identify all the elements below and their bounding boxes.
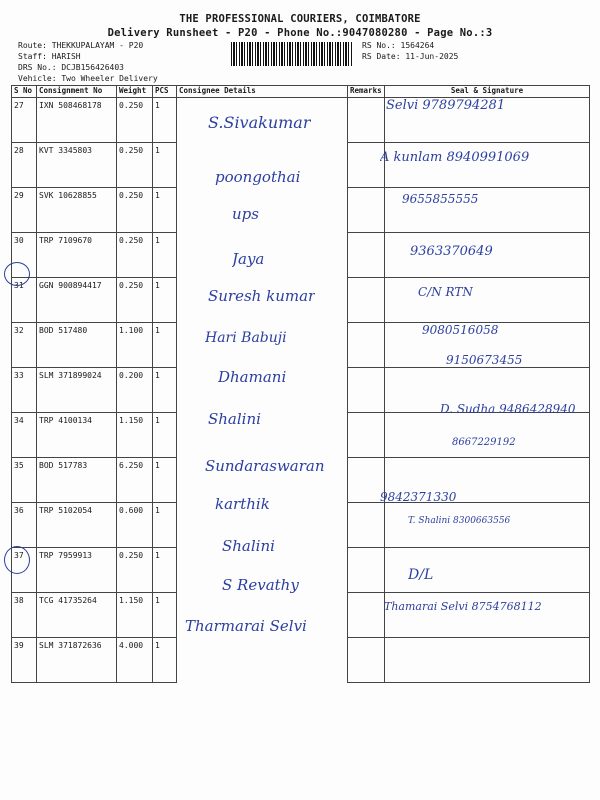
row-weight: 1.150	[117, 413, 153, 458]
handwritten-signature: Selvi 9789794281	[386, 98, 506, 113]
row-remarks	[348, 278, 385, 323]
row-sno: 34	[12, 413, 37, 458]
handwritten-signature: 9150673455	[446, 353, 523, 367]
row-consignment: TRP 7109670	[37, 233, 117, 278]
row-remarks	[348, 143, 385, 188]
row-weight: 1.100	[117, 323, 153, 368]
handwritten-consignee: S Revathy	[222, 576, 299, 594]
col-pcs: PCS	[153, 86, 177, 98]
col-remarks: Remarks	[348, 86, 385, 98]
row-weight: 4.000	[117, 638, 153, 683]
handwritten-consignee: Jaya	[232, 250, 265, 268]
table-row	[12, 413, 590, 458]
row-sno: 30	[12, 233, 37, 278]
row-weight: 0.250	[117, 143, 153, 188]
row-weight: 0.250	[117, 233, 153, 278]
row-consignment: TCG 41735264	[37, 593, 117, 638]
handwritten-signature: 8667229192	[452, 437, 516, 448]
row-consignee-details	[177, 188, 348, 233]
row-remarks	[348, 458, 385, 503]
row-pcs: 1	[153, 143, 177, 188]
handwritten-consignee: Shalini	[208, 410, 261, 428]
row-sno: 32	[12, 323, 37, 368]
handwritten-signature: T. Shalini 8300663556	[408, 516, 511, 526]
barcode	[231, 42, 353, 66]
row-weight: 0.200	[117, 368, 153, 413]
col-sno: S No	[12, 86, 37, 98]
row-remarks	[348, 368, 385, 413]
row-weight: 0.250	[117, 188, 153, 233]
route-info: Route: THEKKUPALAYAM - P20	[18, 41, 144, 50]
handwritten-signature: 9080516058	[422, 323, 499, 337]
handwritten-signature: D. Sudha 9486428940	[440, 402, 576, 416]
table-row	[12, 548, 590, 593]
row-weight: 0.250	[117, 548, 153, 593]
table-row	[12, 638, 590, 683]
col-signature: Seal & Signature	[385, 86, 590, 98]
table-header-row	[12, 86, 590, 98]
row-pcs: 1	[153, 278, 177, 323]
row-signature	[385, 278, 590, 323]
col-consignee: Consignee Details	[177, 86, 348, 98]
row-consignment: BOD 517480	[37, 323, 117, 368]
row-sno: 35	[12, 458, 37, 503]
row-sno: 37	[12, 548, 37, 593]
handwritten-signature: 9655855555	[402, 192, 479, 206]
handwritten-consignee: Sundaraswaran	[205, 457, 325, 475]
row-weight: 6.250	[117, 458, 153, 503]
row-remarks	[348, 188, 385, 233]
row-pcs: 1	[153, 593, 177, 638]
handwritten-consignee: Suresh kumar	[208, 287, 316, 305]
row-consignment: TRP 7959913	[37, 548, 117, 593]
row-remarks	[348, 548, 385, 593]
staff-info: Staff: HARISH	[18, 52, 81, 61]
row-pcs: 1	[153, 323, 177, 368]
row-weight: 0.250	[117, 278, 153, 323]
handwritten-signature: 9842371330	[380, 490, 457, 504]
row-remarks	[348, 323, 385, 368]
handwritten-signature: C/N RTN	[418, 285, 473, 299]
row-38-circle-mark	[4, 546, 30, 574]
row-consignment: KVT 3345803	[37, 143, 117, 188]
handwritten-consignee: karthik	[215, 495, 270, 513]
handwritten-consignee: Dhamani	[218, 368, 287, 386]
row-pcs: 1	[153, 458, 177, 503]
row-remarks	[348, 413, 385, 458]
handwritten-signature: D/L	[408, 567, 434, 583]
row-31-circle-mark	[4, 262, 30, 286]
row-signature	[385, 638, 590, 683]
handwritten-consignee: Tharmarai Selvi	[185, 617, 307, 635]
row-pcs: 1	[153, 413, 177, 458]
row-pcs: 1	[153, 188, 177, 233]
row-pcs: 1	[153, 98, 177, 143]
drs-number: DRS No.: DCJB156426403	[18, 63, 124, 72]
row-remarks	[348, 233, 385, 278]
col-consignment: Consignment No	[37, 86, 117, 98]
row-signature	[385, 413, 590, 458]
handwritten-consignee: poongothai	[215, 168, 301, 186]
row-consignment: SLM 371899024	[37, 368, 117, 413]
row-sno: 39	[12, 638, 37, 683]
row-pcs: 1	[153, 233, 177, 278]
row-consignment: GGN 900894417	[37, 278, 117, 323]
handwritten-signature: Thamarai Selvi 8754768112	[384, 600, 542, 613]
row-consignment: SLM 371872636	[37, 638, 117, 683]
row-remarks	[348, 593, 385, 638]
row-weight: 0.600	[117, 503, 153, 548]
row-sno: 38	[12, 593, 37, 638]
row-consignment: BOD 517783	[37, 458, 117, 503]
row-consignment: TRP 5102054	[37, 503, 117, 548]
row-weight: 1.150	[117, 593, 153, 638]
row-sno: 28	[12, 143, 37, 188]
handwritten-consignee: Hari Babuji	[205, 330, 287, 346]
row-consignment: IXN 508468178	[37, 98, 117, 143]
runsheet-title: Delivery Runsheet - P20 - Phone No.:9047080280 - Page No.:3	[107, 27, 493, 39]
row-remarks	[348, 98, 385, 143]
vehicle-info: Vehicle: Two Wheeler Delivery	[18, 74, 158, 83]
handwritten-signature: 9363370649	[410, 244, 493, 259]
row-pcs: 1	[153, 548, 177, 593]
rs-number: RS No.: 1564264	[362, 41, 435, 50]
company-name: THE PROFESSIONAL COURIERS, COIMBATORE	[179, 13, 421, 25]
row-consignee-details	[177, 638, 348, 683]
row-consignment: SVK 10628855	[37, 188, 117, 233]
row-sno: 29	[12, 188, 37, 233]
handwritten-consignee: S.Sivakumar	[208, 113, 311, 132]
row-remarks	[348, 638, 385, 683]
runsheet-table	[11, 85, 590, 683]
row-consignment: TRP 4100134	[37, 413, 117, 458]
row-sno: 33	[12, 368, 37, 413]
rs-date: RS Date: 11-Jun-2025	[362, 52, 459, 61]
row-pcs: 1	[153, 638, 177, 683]
row-consignee-details	[177, 413, 348, 458]
row-remarks	[348, 503, 385, 548]
row-pcs: 1	[153, 503, 177, 548]
handwritten-signature: A kunlam 8940991069	[380, 150, 530, 165]
row-weight: 0.250	[117, 98, 153, 143]
handwritten-consignee: ups	[232, 205, 259, 223]
table-row	[12, 188, 590, 233]
row-sno: 36	[12, 503, 37, 548]
row-sno: 31	[12, 278, 37, 323]
row-pcs: 1	[153, 368, 177, 413]
handwritten-consignee: Shalini	[222, 537, 275, 555]
table-row	[12, 233, 590, 278]
col-weight: Weight	[117, 86, 153, 98]
row-sno: 27	[12, 98, 37, 143]
